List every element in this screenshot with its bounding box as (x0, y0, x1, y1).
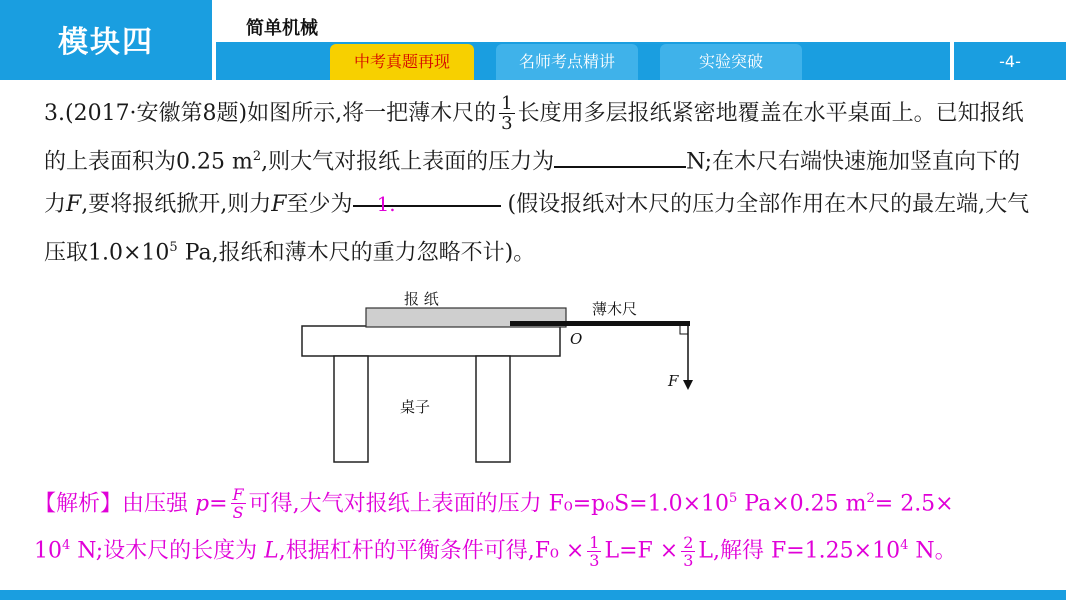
superscript: 4 (62, 538, 71, 554)
paper-label: 报 纸 (404, 290, 439, 308)
analysis-part: 可得,大气对报纸上表面的压力 (248, 491, 549, 517)
analysis-part: F₀ × (534, 538, 585, 564)
module-title: 模块四 (58, 25, 154, 60)
analysis-part: L=F × (604, 538, 679, 564)
fraction-denominator: S (232, 503, 244, 523)
table-leg-right (476, 356, 510, 462)
force-arrowhead (683, 380, 693, 390)
superscript: 5 (729, 491, 738, 506)
question-part: 长度用多层报纸紧密地覆盖在水平桌面上。已知报纸的上表面积为0.25 m (44, 101, 1024, 175)
section-title: 简单机械 (246, 18, 318, 39)
variable-f: F (271, 192, 287, 218)
question-part: Pa,报纸和薄木尺的重力忽略不计)。 (177, 240, 536, 266)
fraction-numerator: 1 (589, 532, 600, 552)
table-top (302, 326, 560, 356)
variable-l: L (264, 538, 279, 564)
thin-ruler (510, 321, 690, 326)
fraction-one-third (587, 532, 601, 570)
analysis-part: N;设木尺的长度为 (70, 538, 265, 564)
right-angle-mark (680, 326, 688, 334)
question-part: 至少为 (286, 192, 353, 218)
question-part: ,则大气对报纸上表面的压力为 (261, 149, 555, 175)
answer-blank-1 (554, 144, 686, 168)
variable-p: p (195, 491, 210, 517)
question-part: 3.(2017·安徽第8题)如图所示,将一把薄木尺的 (44, 101, 497, 126)
analysis-part: = 2.5× (874, 491, 954, 517)
superscript: 4 (900, 538, 909, 554)
analysis-part: ,根据杠杆的平衡条件可得, (278, 538, 535, 564)
analysis-part: N。 (908, 538, 957, 564)
analysis-part: 10 (34, 538, 62, 564)
fraction-two-thirds (681, 532, 695, 570)
ruler-label: 薄木尺 (592, 300, 638, 318)
fraction-f-over-s (231, 487, 246, 521)
tab-experiment[interactable]: 实验突破 (660, 44, 802, 80)
lever-diagram (300, 286, 720, 466)
fraction-denominator: 3 (589, 550, 600, 570)
tab-teacher-lecture[interactable]: 名师考点精讲 (496, 44, 638, 80)
footer-bar (0, 590, 1066, 600)
page-number: -4- (999, 52, 1021, 71)
table-label: 桌子 (400, 398, 431, 416)
variable-f: F (66, 192, 82, 218)
analysis-part: = (209, 491, 228, 517)
answer-blank-2 (353, 183, 501, 217)
superscript: 2 (866, 491, 875, 506)
analysis-part: F₀=p₀S=1.0×10 (548, 491, 729, 517)
pivot-label: O (570, 330, 583, 348)
question-part: ,要将报纸掀开,则力 (81, 192, 272, 218)
analysis-tag: 【解析】 (34, 491, 123, 517)
question-part: N;在木尺右端快速施加竖直向下的力 (44, 149, 1021, 218)
fraction-numerator: 1 (501, 93, 513, 114)
fraction-denominator: 3 (501, 113, 513, 134)
force-label: F (668, 372, 679, 390)
fraction-denominator: 3 (683, 550, 694, 570)
table-leg-left (334, 356, 368, 462)
analysis-part: Pa×0.25 m (737, 491, 867, 517)
superscript: 2 (252, 149, 262, 164)
analysis-text (34, 478, 1044, 573)
fraction-numerator: F (232, 485, 244, 505)
question-part: (假设报纸对木尺的压力全部作用在木尺的最左端,大气压取1.0×10 (44, 192, 1030, 266)
analysis-part: 由压强 (122, 491, 196, 517)
analysis-part: L,解得 F=1.25×10 (698, 538, 901, 564)
fraction-one-third (499, 95, 514, 133)
answer-partial: 1. (376, 192, 396, 217)
question-text (44, 92, 1034, 275)
superscript: 5 (169, 240, 178, 256)
tab-exam-questions[interactable]: 中考真题再现 (330, 44, 474, 80)
fraction-numerator: 2 (683, 532, 694, 552)
